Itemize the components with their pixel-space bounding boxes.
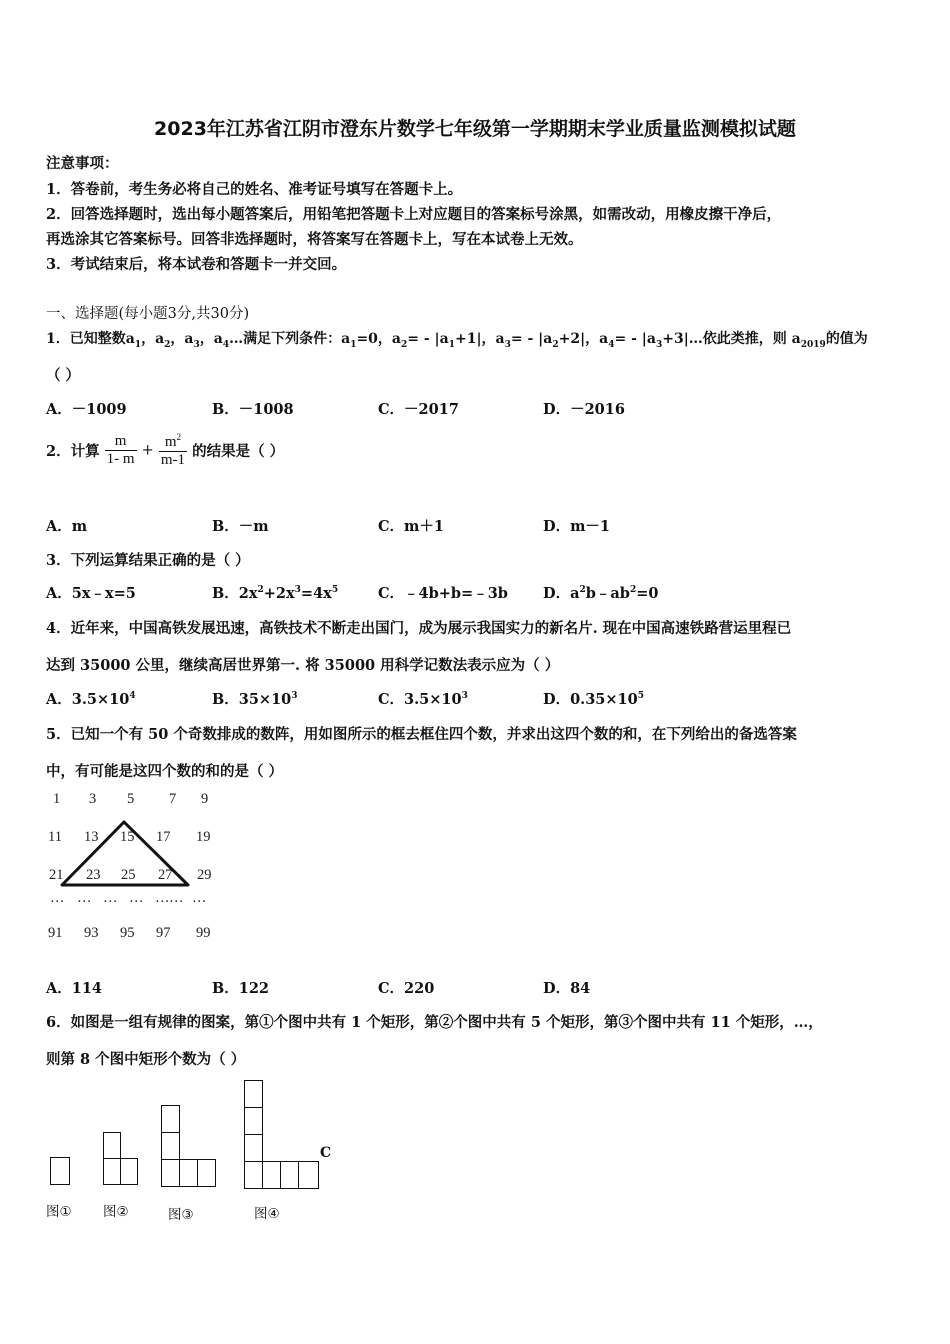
array-ellipsis: … [155,890,170,906]
q1-paren: （ ） [46,367,81,384]
array-cell: 3 [89,791,97,807]
notice-item-1: 1．答卷前，考生务必将自己的姓名、准考证号填写在答题卡上。 [46,181,463,198]
array-cell: 95 [120,925,135,941]
q3-option-d: D．$a^2b﹣ab^2=0$ [543,585,659,602]
figure-3-rect [161,1105,180,1133]
q2-option-d: D．m－1 [543,518,611,535]
array-ellipsis: … [77,890,92,906]
figure-label-3: 图③ [168,1207,194,1223]
q5-stem-a: 5．已知一个有 50 个奇数排成的数阵，用如图所示的框去框住四个数，并求出这四个数的和，在下列给出的备选答案 [46,726,797,743]
figure-label-1: 图① [46,1204,72,1220]
figure-4-rect [262,1161,281,1189]
q6-stem-b: 则第 8 个图中矩形个数为（ ） [46,1051,246,1068]
q4-stem-b: 达到 35000 公里，继续高居世界第一. 将 35000 用科学记数法表示应为（ ） [46,657,560,674]
figure-1-rect [50,1157,70,1185]
figure-2-rect [103,1132,121,1159]
figure-label-2: 图② [103,1204,129,1220]
figure-4-rect [244,1107,263,1135]
notice-item-3: 3．考试结束后，将本试卷和答题卡一并交回。 [46,256,347,273]
figure-4-rect [244,1134,263,1162]
array-cell: 13 [84,829,99,845]
figure-3-rect [197,1159,216,1187]
array-ellipsis: … [129,890,144,906]
figure-4-corner-letter: C [320,1145,332,1161]
q1-option-d: D．－2016 [543,401,625,418]
q5-option-d: D．84 [543,980,591,997]
array-cell: 17 [156,829,171,845]
array-ellipsis: … [50,890,65,906]
figure-3-rect [179,1159,198,1187]
figure-4-rect [244,1080,263,1108]
array-cell: 7 [169,791,177,807]
q2-option-b: B．－m [212,518,269,535]
q3-option-b: B．$2x^2+2x^3=4x^5$ [212,585,339,602]
figure-4-rect [280,1161,299,1189]
q1-option-a: A．－1009 [46,401,127,418]
section-heading: 一、选择题(每小题3分,共30分) [46,306,250,322]
array-cell: 93 [84,925,99,941]
array-cell: 25 [121,867,136,883]
array-cell: 21 [49,867,64,883]
array-cell: 1 [53,791,61,807]
notice-item-2b: 再选涂其它答案标号。回答非选择题时，将答案写在答题卡上，写在本试卷上无效。 [46,231,583,248]
figure-2-rect [120,1158,138,1185]
q1-option-b: B．－1008 [212,401,294,418]
notice-item-2a: 2．回答选择题时，选出每小题答案后，用铅笔把答题卡上对应题目的答案标号涂黑，如需改动，用橡皮擦干净后， [46,206,782,223]
q4-option-a: A．$3.5\times 10^4$ [46,691,136,708]
q5-option-c: C．220 [378,980,435,997]
figure-3-rect [161,1159,180,1187]
q2-option-c: C．m＋1 [378,518,444,535]
q3-option-a: A．5x﹣x=5 [46,585,136,602]
q5-option-b: B．122 [212,980,270,997]
array-cell: 27 [158,867,173,883]
array-cell: 29 [197,867,212,883]
q4-option-b: B．$35\times 10^3$ [212,691,298,708]
q1-stem: 1．已知整数$a_1$，$a_2$，$a_3$，$a_4\dots$满足下列条件：$a_1=0$，$a_2= - |a_1+1|$，$a_3= - |a_2+2|$，$a_4=$ - $|a_3+3|\dots$依此类推，则 $a_{2019}$的值为 [46,331,868,350]
array-ellipsis: … [169,890,184,906]
triangle-frame [55,815,200,895]
array-cell: 15 [120,829,135,845]
array-cell: 19 [196,829,211,845]
q3-option-c: C．﹣4b+b=﹣3b [378,585,508,602]
q4-option-d: D．$0.35\times 10^5$ [543,691,644,708]
figure-3-rect [161,1132,180,1160]
q1-option-c: C．－2017 [378,401,459,418]
figure-4-rect [244,1161,263,1189]
array-cell: 91 [48,925,63,941]
figure-4-rect [298,1161,319,1189]
figure-2-rect [103,1158,121,1185]
q5-stem-b: 中，有可能是这四个数的和的是（ ） [46,763,284,780]
array-cell: 9 [201,791,209,807]
q2-fraction-2: $\frac{m^2}{m-1}$ [160,432,186,468]
q4-option-c: C．$3.5\times 10^3$ [378,691,468,708]
array-ellipsis: … [103,890,118,906]
q2-option-a: A．m [46,518,88,535]
figure-label-4: 图④ [254,1206,280,1222]
array-cell: 23 [86,867,101,883]
q2-fraction-1: $\frac{m}{1- m}$ [106,433,135,467]
page-title: 2023年江苏省江阴市澄东片数学七年级第一学期期末学业质量监测模拟试题 [154,118,796,140]
q6-stem-a: 6．如图是一组有规律的图案，第①个图中共有 1 个矩形，第②个图中共有 5 个矩形，第③个图中共有 11 个矩形，…， [46,1014,823,1031]
array-cell: 97 [156,925,171,941]
notice-heading: 注意事项： [46,155,119,172]
q4-stem-a: 4．近年来，中国高铁发展迅速，高铁技术不断走出国门，成为展示我国实力的新名片. 现在中国高速铁路营运里程已 [46,620,792,637]
array-cell: 99 [196,925,211,941]
q2-stem: 2．计算 $\frac{m}{1- m}$ + $\frac{m^2}{m-1}$ 的结果是（ ） [46,432,285,468]
array-ellipsis: … [192,890,207,906]
array-cell: 5 [127,791,135,807]
array-cell: 11 [48,829,62,845]
q5-option-a: A．114 [46,980,103,997]
q3-stem: 3．下列运算结果正确的是（ ） [46,552,250,569]
